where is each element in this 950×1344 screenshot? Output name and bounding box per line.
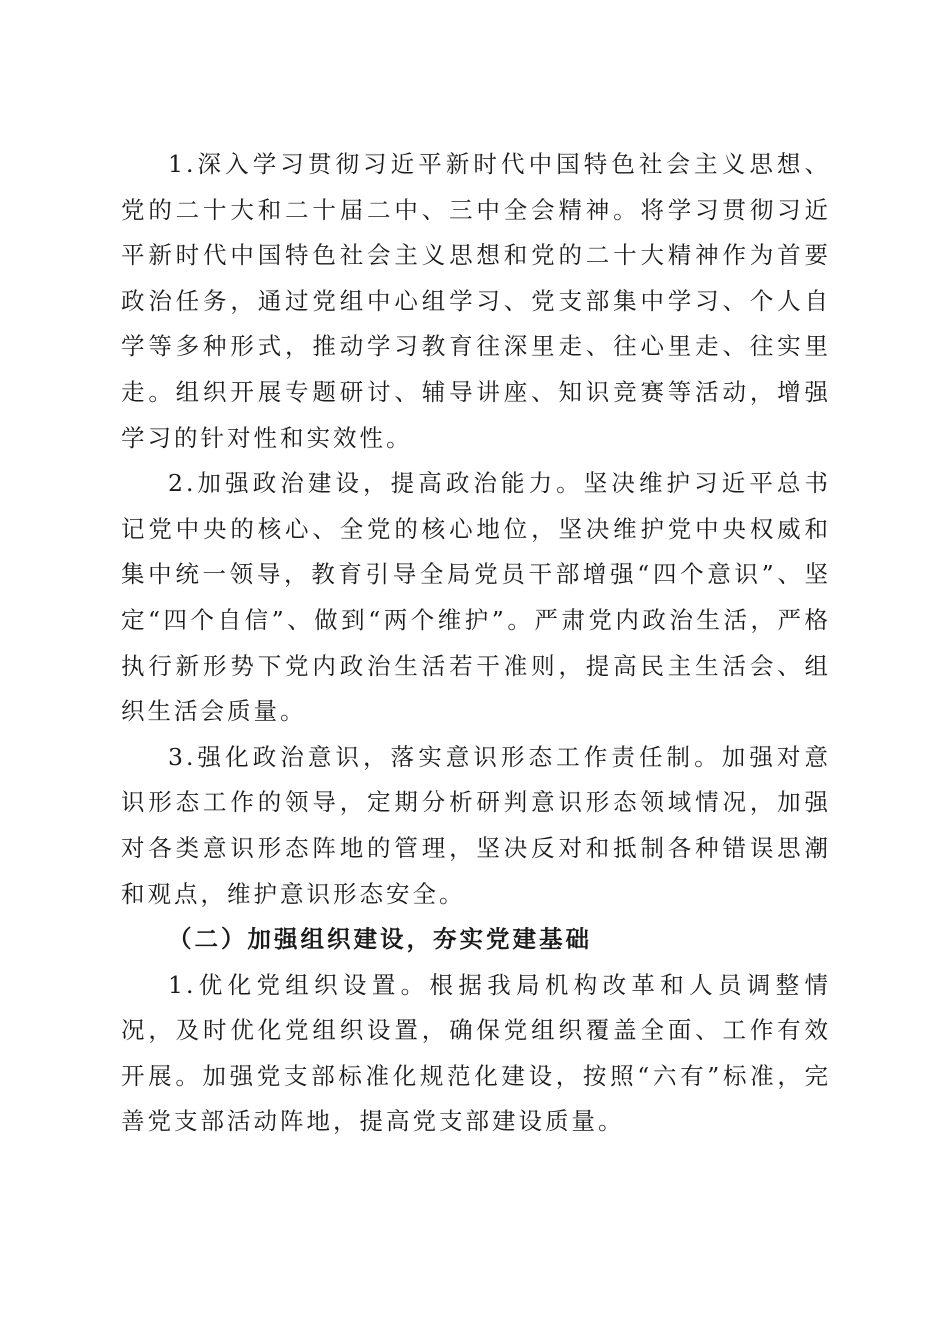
document-body [121, 142, 831, 1145]
paragraph-study-thought: 1.深入学习贯彻习近平新时代中国特色社会主义思想、党的二十大和二十届二中、三中全会精神。将学习贯彻习近平新时代中国特色社会主义思想和党的二十大精神作为首要政治任务，通过党组中心组学习、党支部集中学习、个人自学等多种形式，推动学习教育往深里走、往心里走、往实里走。组织开展专题研讨、辅导讲座、知识竞赛等活动，增强学习的针对性和实效性。 [121, 150, 831, 452]
paragraph-ideology-responsibility: 3.强化政治意识，落实意识形态工作责任制。加强对意识形态工作的领导，定期分析研判意识形态领域情况，加强对各类意识形态阵地的管理，坚决反对和抵制各种错误思潮和观点，维护意识形态安全。 [121, 742, 831, 908]
paragraph-optimize-organization: 1.优化党组织设置。根据我局机构改革和人员调整情况，及时优化党组织设置，确保党组织覆盖全面、工作有效开展。加强党支部标准化规范化建设，按照“六有”标准，完善党支部活动阵地，提高党支部建设质量。 [121, 970, 831, 1136]
section-heading: （二）加强组织建设，夯实党建基础 [168, 925, 592, 954]
paragraph-political-building: 2.加强政治建设，提高政治能力。坚决维护习近平总书记党中央的核心、全党的核心地位，坚决维护党中央权威和集中统一领导，教育引导全局党员干部增强“四个意识”、坚定“四个自信”、做到“两个维护”。严肃党内政治生活，严格执行新形势下党内政治生活若干准则，提高民主生活会、组织生活会质量。 [121, 469, 831, 726]
